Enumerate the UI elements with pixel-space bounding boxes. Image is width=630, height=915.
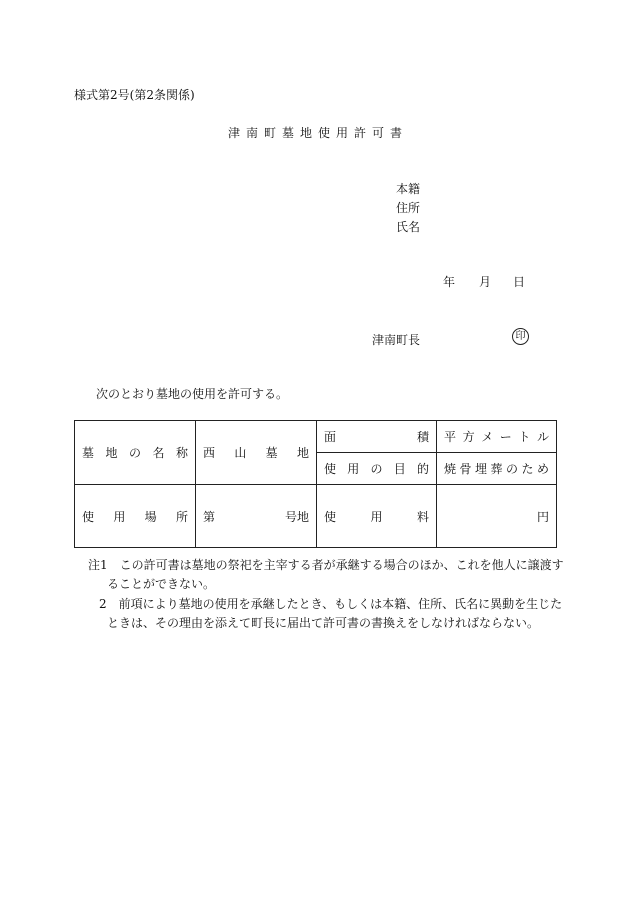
table-row	[75, 421, 557, 453]
notes	[88, 556, 564, 636]
day-label: 日	[513, 275, 526, 289]
purpose-value: 焼骨埋葬のため	[437, 453, 557, 485]
table-row	[75, 485, 557, 548]
area-unit: 平方メートル	[437, 421, 557, 453]
cemetery-name-value: 西山墓地	[196, 421, 317, 485]
purpose-label: 使用の目的	[317, 453, 437, 485]
note2-line1: 2 前項により墓地の使用を承継したとき、もしくは本籍、住所、氏名に異動を生じた	[99, 597, 563, 611]
address-label: 住所	[396, 201, 421, 215]
location-prefix: 第	[203, 509, 216, 524]
location-label: 使用場所	[75, 485, 196, 548]
form-number: 様式第2号(第2条関係)	[74, 88, 195, 102]
cemetery-name-label: 墓地の名称	[75, 421, 196, 485]
fee-unit: 円	[437, 485, 557, 548]
seal-mark: 印	[512, 328, 529, 345]
name-label: 氏名	[396, 220, 421, 234]
permit-table	[74, 420, 557, 548]
document-title: 津南町墓地使用許可書	[228, 126, 409, 140]
permit-statement: 次のとおり墓地の使用を許可する。	[96, 387, 289, 401]
note2-line2: ときは、その理由を添えて町長に届出て許可書の書換えをしなければならない。	[107, 616, 540, 630]
location-suffix: 号地	[284, 509, 309, 524]
date-line	[443, 273, 525, 290]
location-cell	[196, 485, 317, 548]
note1-line2: ることができない。	[107, 577, 216, 591]
note1-line1: 注1 この許可書は墓地の祭祀を主宰する者が承継する場合のほか、これを他人に譲渡す	[88, 558, 564, 572]
fee-label: 使用料	[317, 485, 437, 548]
month-label: 月	[479, 275, 492, 289]
area-label: 面積	[317, 421, 437, 453]
domicile-label: 本籍	[396, 182, 421, 196]
issuer-title: 津南町長	[372, 333, 421, 347]
year-label: 年	[443, 275, 456, 289]
